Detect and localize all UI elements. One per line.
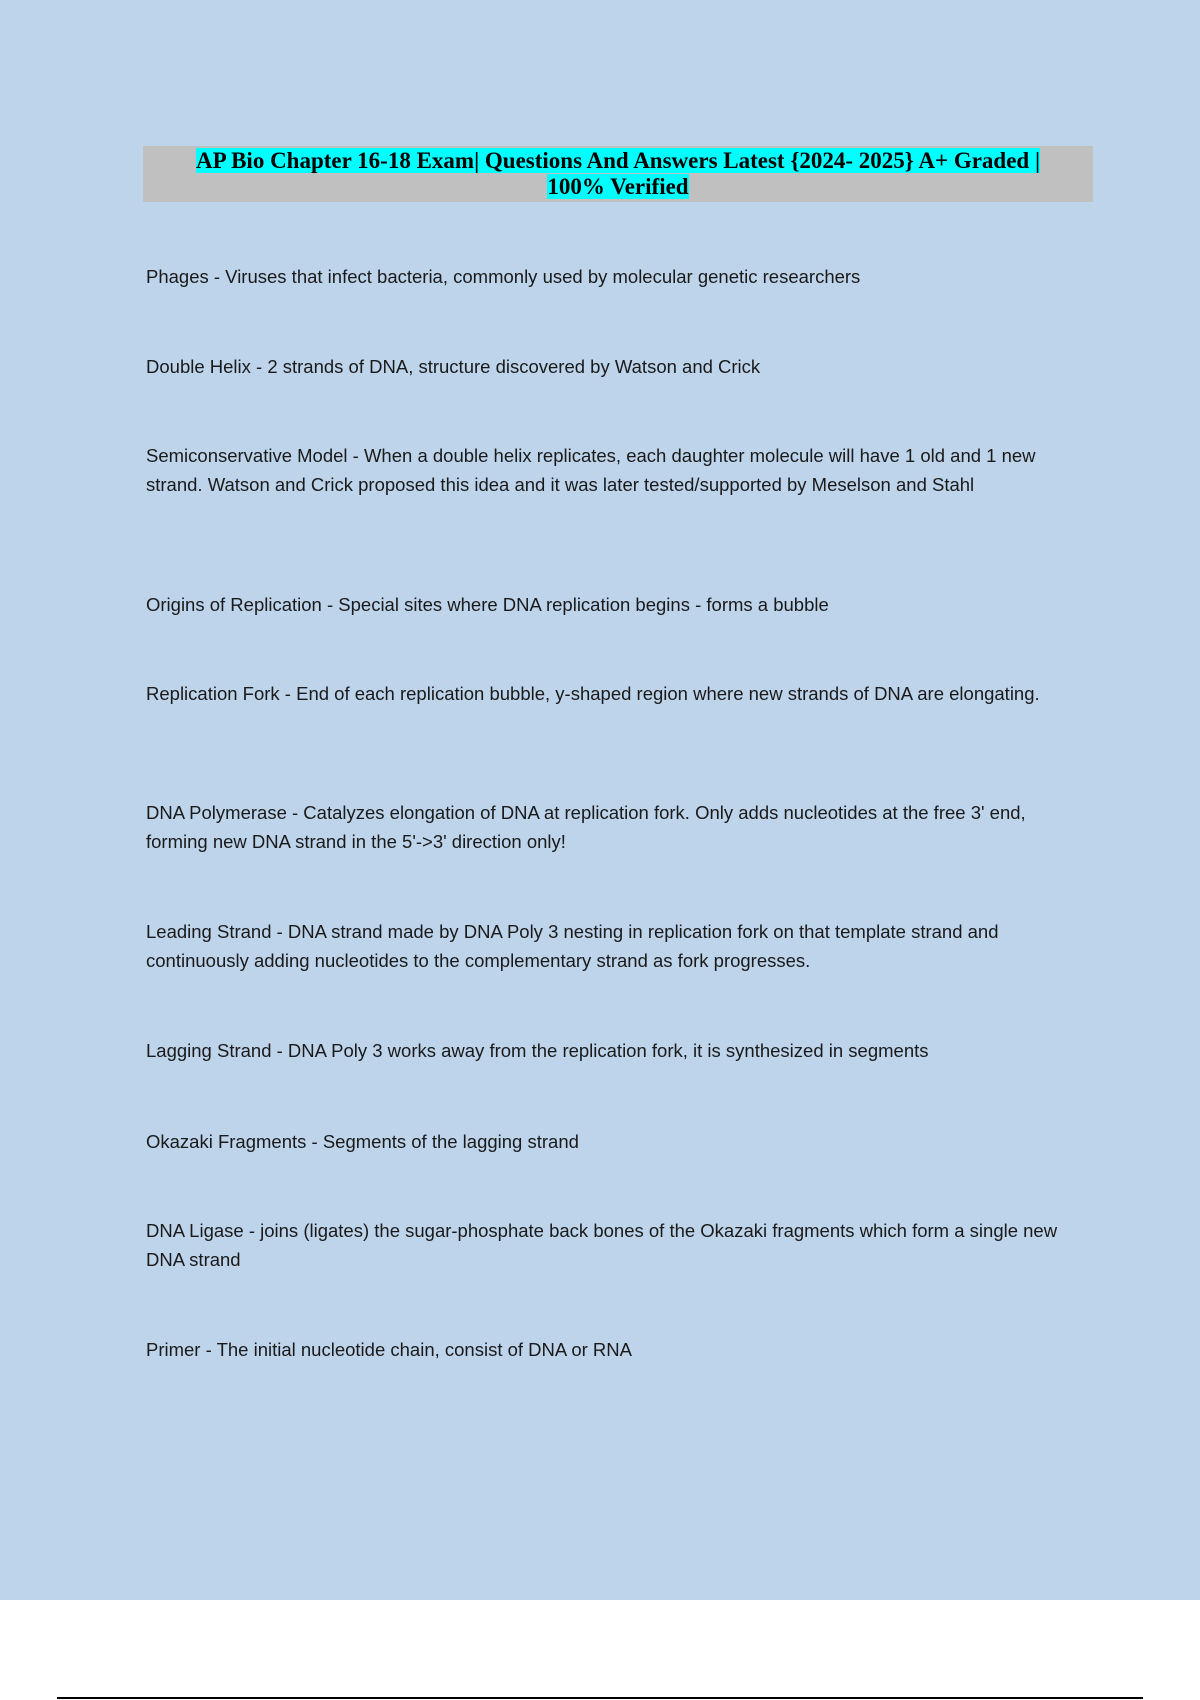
term-entry-semiconservative-model: Semiconservative Model - When a double helix replicates, each daughter molecule will have 1 old and 1 new strand. Watson and Crick proposed this idea and it was later tested/supported by Meselson and Stahl <box>146 445 1036 495</box>
term-entry-primer: Primer - The initial nucleotide chain, consist of DNA or RNA <box>146 1339 632 1360</box>
document-title <box>143 146 1093 202</box>
term-entry-replication-fork: Replication Fork - End of each replication bubble, y-shaped region where new strands of DNA are elongating. <box>146 683 1040 704</box>
term-entry-okazaki-fragments: Okazaki Fragments - Segments of the lagging strand <box>146 1131 579 1152</box>
footer-divider <box>57 1697 1143 1699</box>
term-entry-dna-polymerase: DNA Polymerase - Catalyzes elongation of DNA at replication fork. Only adds nucleotides at the free 3' end, forming new DNA strand in the 5'->3' direction only! <box>146 802 1026 852</box>
title-line-2: 100% Verified <box>547 174 689 199</box>
term-entry-origins-of-replication: Origins of Replication - Special sites where DNA replication begins - forms a bubble <box>146 594 829 615</box>
title-line-1: AP Bio Chapter 16-18 Exam| Questions And Answers Latest {2024- 2025} A+ Graded | <box>195 148 1041 173</box>
term-entry-double-helix: Double Helix - 2 strands of DNA, structure discovered by Watson and Crick <box>146 356 761 377</box>
term-entry-phages: Phages - Viruses that infect bacteria, commonly used by molecular genetic researchers <box>146 266 861 287</box>
term-entry-dna-ligase: DNA Ligase - joins (ligates) the sugar-phosphate back bones of the Okazaki fragments which form a single new DNA strand <box>146 1220 1058 1270</box>
term-entry-lagging-strand: Lagging Strand - DNA Poly 3 works away from the replication fork, it is synthesized in segments <box>146 1040 929 1061</box>
term-entry-leading-strand: Leading Strand - DNA strand made by DNA Poly 3 nesting in replication fork on that template strand and continuously adding nucleotides to the complementary strand as fork progresses. <box>146 921 999 971</box>
